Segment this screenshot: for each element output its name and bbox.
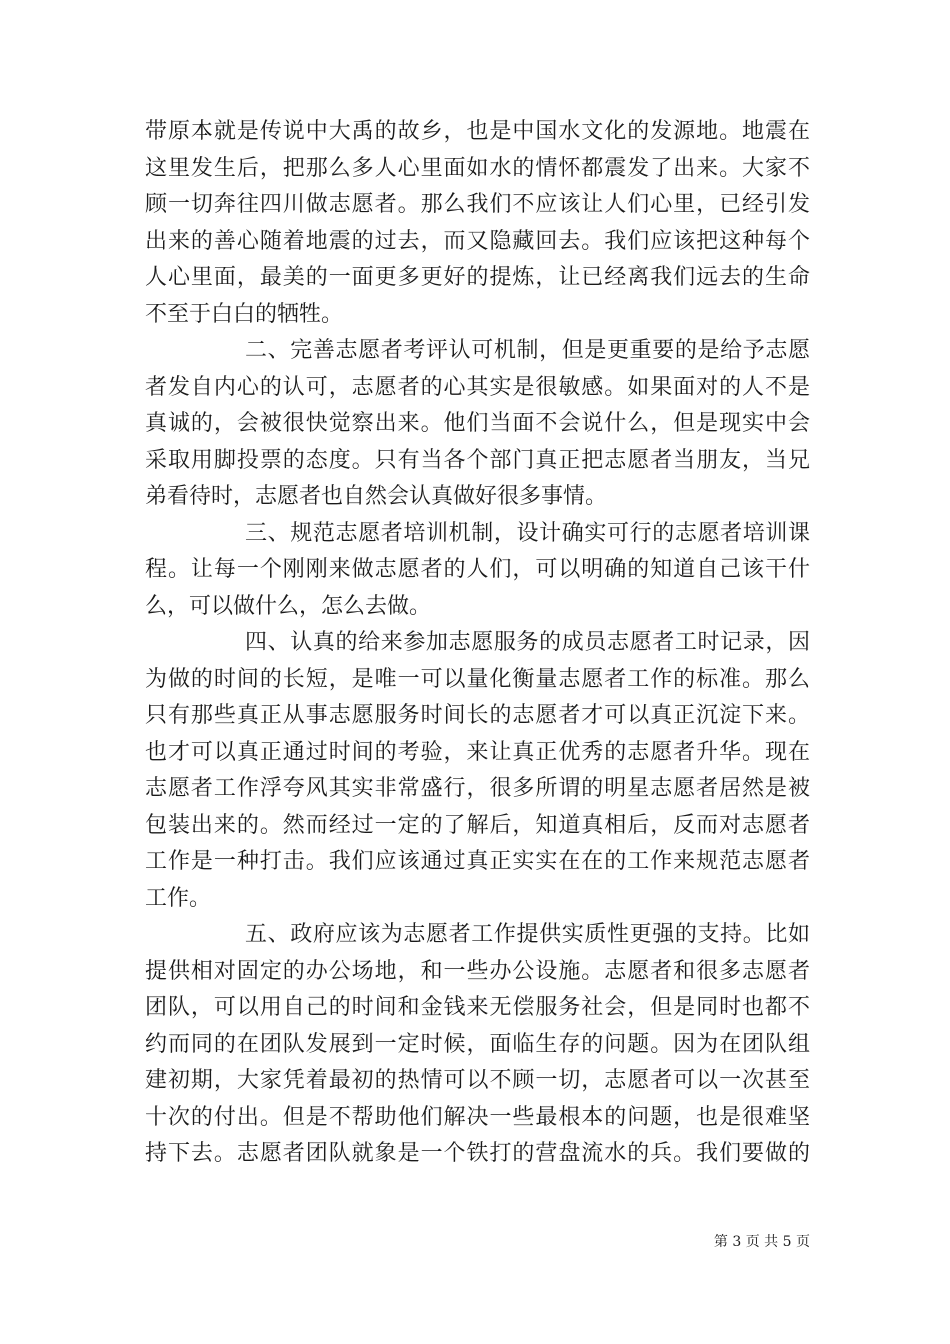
paragraph-start-line: 四、认真的给来参加志愿服务的成员志愿者工时记录，因 — [245, 630, 810, 655]
text-line: 也才可以真正通过时间的考验，来让真正优秀的志愿者升华。现在 — [145, 739, 810, 765]
text-line: 包装出来的。然而经过一定的了解后，知道真相后，反而对志愿者 — [145, 812, 810, 838]
text-line: 不至于白白的牺牲。 — [145, 301, 344, 327]
text-line: 团队，可以用自己的时间和金钱来无偿服务社会，但是同时也都不 — [145, 995, 810, 1020]
text-line: 带原本就是传说中大禹的故乡，也是中国水文化的发源地。地震在 — [145, 119, 810, 144]
paragraph-start-line: 五、政府应该为志愿者工作提供实质性更强的支持。比如 — [245, 922, 810, 947]
text-line: 为做的时间的长短，是唯一可以量化衡量志愿者工作的标准。那么 — [145, 666, 810, 692]
text-line: 持下去。志愿者团队就象是一个铁打的营盘流水的兵。我们要做的 — [145, 1141, 810, 1166]
text-line: 工作。 — [145, 885, 212, 911]
text-line: 弟看待时，志愿者也自然会认真做好很多事情。 — [145, 484, 608, 509]
text-line: 提供相对固定的办公场地，和一些办公设施。志愿者和很多志愿者 — [145, 958, 810, 984]
text-line: 人心里面，最美的一面更多更好的提炼，让已经离我们远去的生命 — [145, 265, 810, 290]
text-line: 志愿者工作浮夸风其实非常盛行，很多所谓的明星志愿者居然是被 — [145, 776, 810, 801]
text-line: 程。让每一个刚刚来做志愿者的人们，可以明确的知道自己该干什 — [145, 557, 810, 582]
text-line: 者发自内心的认可，志愿者的心其实是很敏感。如果面对的人不是 — [145, 374, 810, 400]
text-line: 么，可以做什么，怎么去做。 — [145, 593, 432, 619]
text-line: 约而同的在团队发展到一定时候，面临生存的问题。因为在团队组 — [145, 1031, 810, 1057]
text-line: 真诚的，会被很快觉察出来。他们当面不会说什么，但是现实中会 — [145, 411, 810, 436]
text-line: 只有那些真正从事志愿服务时间长的志愿者才可以真正沉淀下来。 — [145, 703, 810, 728]
paragraph-start-line: 三、规范志愿者培训机制，设计确实可行的志愿者培训课 — [245, 520, 810, 546]
text-line: 顾一切奔往四川做志愿者。那么我们不应该让人们心里，已经引发 — [145, 192, 810, 217]
text-line: 采取用脚投票的态度。只有当各个部门真正把志愿者当朋友，当兄 — [145, 447, 810, 473]
page-footer: 第 3 页 共 5 页 — [713, 1234, 810, 1250]
body-text — [145, 114, 810, 1173]
text-line: 出来的善心随着地震的过去，而又隐藏回去。我们应该把这种每个 — [145, 228, 810, 254]
text-line: 建初期，大家凭着最初的热情可以不顾一切，志愿者可以一次甚至 — [145, 1068, 810, 1093]
text-line: 十次的付出。但是不帮助他们解决一些最根本的问题，也是很难坚 — [145, 1104, 810, 1130]
paragraph-start-line: 二、完善志愿者考评认可机制，但是更重要的是给予志愿 — [245, 338, 810, 363]
text-line: 工作是一种打击。我们应该通过真正实实在在的工作来规范志愿者 — [145, 849, 810, 874]
text-line: 这里发生后，把那么多人心里面如水的情怀都震发了出来。大家不 — [145, 155, 810, 181]
